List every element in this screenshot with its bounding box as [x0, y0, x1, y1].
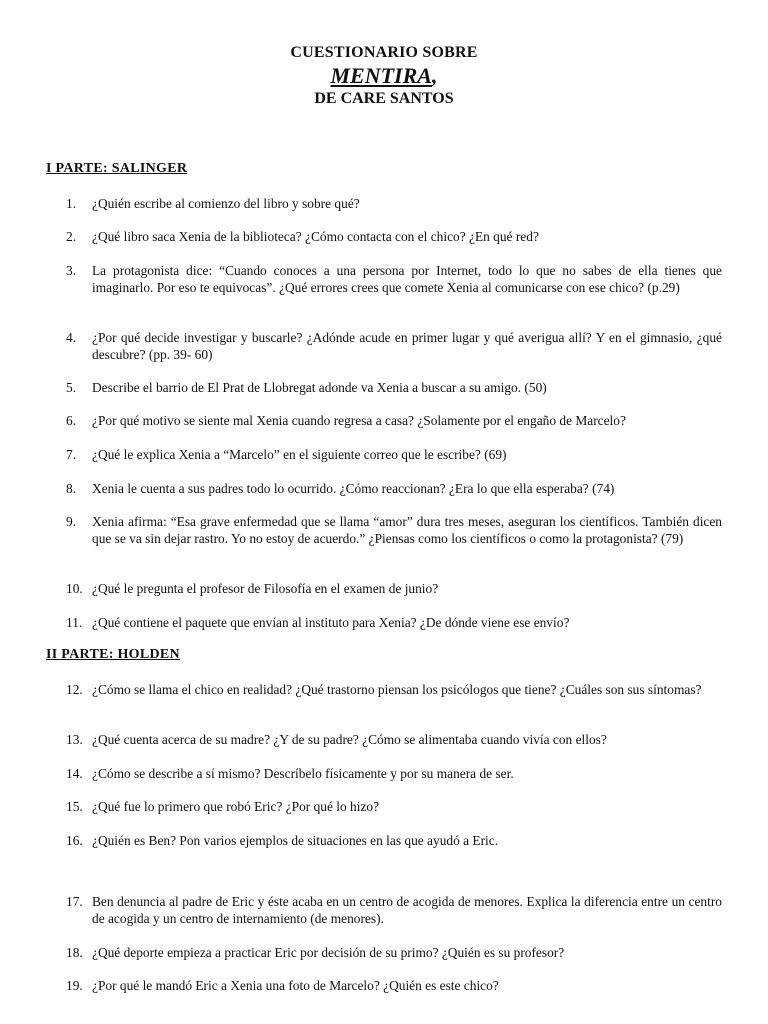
question-text: ¿Quién escribe al comienzo del libro y sobre qué? [92, 196, 360, 211]
question-item [66, 614, 722, 631]
question-text: ¿Cómo se describe a sí mismo? Descríbelo físicamente y por su manera de ser. [92, 766, 514, 781]
question-number: 19. [66, 978, 83, 993]
question-text: La protagonista dice: “Cuando conoces a una persona por Internet, todo lo que no sabes de ella tienes que imaginarlo. Por eso te equivocas”. ¿Qué errores crees que comete Xenia al comunicarse con ese chico? (p.29) [92, 263, 722, 296]
question-text: Xenia le cuenta a sus padres todo lo ocurrido. ¿Cómo reaccionan? ¿Era lo que ella esperaba? (74) [92, 481, 615, 496]
title-book-line [0, 64, 768, 88]
question-text: ¿Quién es Ben? Pon varios ejemplos de situaciones en las que ayudó a Eric. [92, 833, 499, 848]
section-heading-1: I PARTE: SALINGER [46, 161, 188, 176]
question-item [66, 798, 722, 815]
book-title: MENTIRA [330, 63, 432, 88]
question-number: 7. [66, 447, 77, 462]
question-number: 9. [66, 514, 77, 529]
question-number: 8. [66, 481, 77, 496]
question-number: 12. [66, 682, 83, 697]
question-number: 6. [66, 413, 77, 428]
question-text: ¿Qué le explica Xenia a “Marcelo” en el siguiente correo que le escribe? (69) [92, 447, 507, 462]
question-number: 17. [66, 894, 83, 909]
question-number: 11. [66, 615, 83, 630]
question-text: ¿Qué deporte empieza a practicar Eric por decisión de su primo? ¿Quién es su profesor? [92, 945, 565, 960]
question-item [66, 832, 722, 849]
question-item [66, 329, 722, 363]
question-item [66, 480, 722, 497]
question-text: Describe el barrio de El Prat de Llobregat adonde va Xenia a buscar a su amigo. (50) [92, 380, 547, 395]
question-text: ¿Qué fue lo primero que robó Eric? ¿Por qué lo hizo? [92, 799, 380, 814]
question-item [66, 412, 722, 429]
question-item [66, 262, 722, 296]
question-item [66, 580, 722, 597]
question-text: ¿Cómo se llama el chico en realidad? ¿Qué trastorno piensan los psicólogos que tiene? ¿Cuáles son sus síntomas? [92, 682, 702, 697]
question-text: ¿Qué cuenta acerca de su madre? ¿Y de su padre? ¿Cómo se alimentaba cuando vivía con ellos? [92, 732, 607, 747]
question-item [66, 681, 722, 698]
question-text: ¿Qué le pregunta el profesor de Filosofía en el examen de junio? [92, 581, 439, 596]
question-item [66, 446, 722, 463]
question-text: ¿Por qué le mandó Eric a Xenia una foto de Marcelo? ¿Quién es este chico? [92, 978, 499, 993]
question-item [66, 977, 722, 994]
question-number: 15. [66, 799, 83, 814]
question-item [66, 195, 722, 212]
question-text: Ben denuncia al padre de Eric y éste acaba en un centro de acogida de menores. Explica la diferencia entre un centro de acogida y un centro de internamiento (de menores). [92, 894, 722, 927]
question-item [66, 513, 722, 547]
question-text: ¿Qué contiene el paquete que envían al instituto para Xenia? ¿De dónde viene ese envío? [92, 615, 570, 630]
question-item [66, 765, 722, 782]
question-number: 4. [66, 330, 77, 345]
question-number: 13. [66, 732, 83, 747]
question-text: ¿Por qué motivo se siente mal Xenia cuando regresa a casa? ¿Solamente por el engaño de Marcelo? [92, 413, 626, 428]
document-title [0, 42, 768, 110]
section-heading-2: II PARTE: HOLDEN [46, 647, 180, 662]
question-number: 3. [66, 263, 77, 278]
title-author-line: DE CARE SANTOS [314, 90, 454, 107]
question-number: 14. [66, 766, 83, 781]
question-item [66, 893, 722, 927]
question-text: Xenia afirma: “Esa grave enfermedad que se llama “amor” dura tres meses, aseguran los científicos. También dicen que se va sin dejar rastro. Yo no estoy de acuerdo.” ¿Piensas como los científicos o como la protagonista? (79) [92, 514, 722, 547]
question-number: 16. [66, 833, 83, 848]
title-comma: , [431, 63, 438, 88]
question-number: 1. [66, 196, 77, 211]
question-text: ¿Qué libro saca Xenia de la biblioteca? ¿Cómo contacta con el chico? ¿En qué red? [92, 229, 539, 244]
question-number: 5. [66, 380, 77, 395]
question-number: 2. [66, 229, 77, 244]
question-item [66, 731, 722, 748]
question-number: 18. [66, 945, 83, 960]
question-text: ¿Por qué decide investigar y buscarle? ¿Adónde acude en primer lugar y qué averigua allí? Y en el gimnasio, ¿qué descubre? (pp. 39- 60) [92, 330, 722, 363]
question-item [66, 228, 722, 245]
question-number: 10. [66, 581, 83, 596]
question-item [66, 379, 722, 396]
question-item [66, 944, 722, 961]
title-line-1: CUESTIONARIO SOBRE [290, 44, 478, 61]
